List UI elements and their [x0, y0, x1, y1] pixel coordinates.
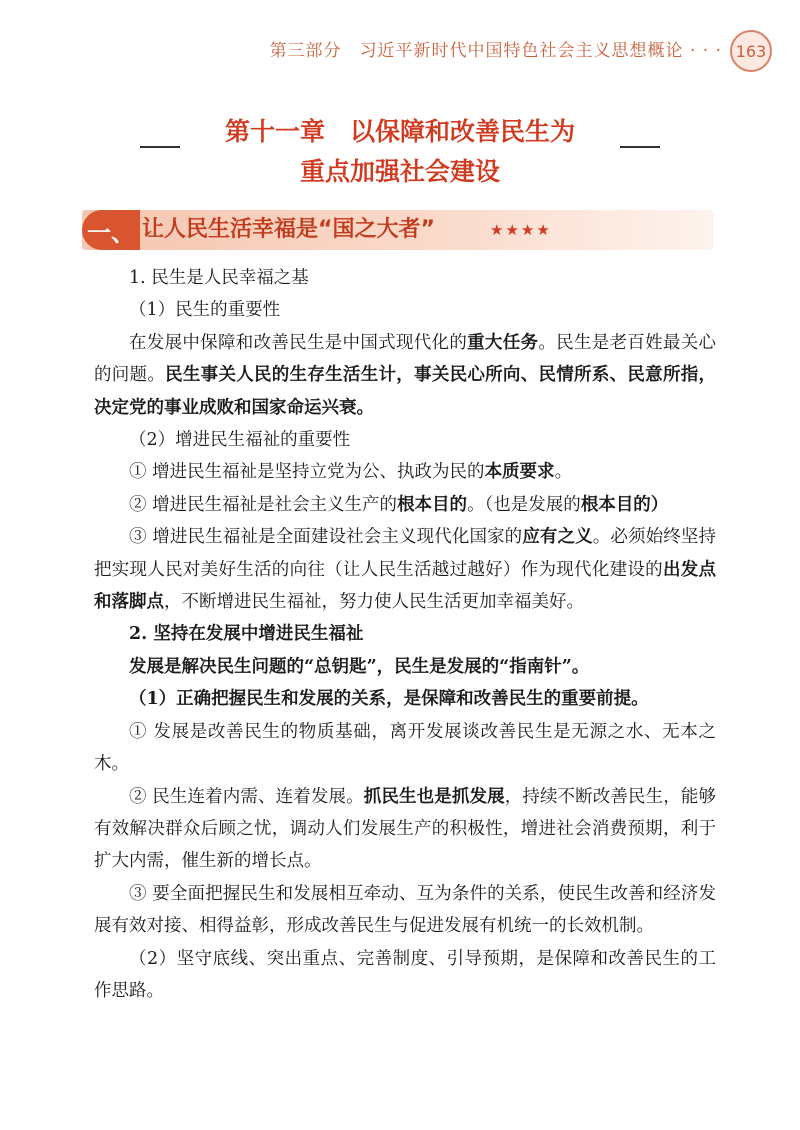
subheading-1-2: （2）增进民生福祉的重要性 [129, 430, 351, 451]
section-title: 让人民生活幸福是“国之大者” [142, 217, 435, 242]
body-text [94, 262, 716, 1007]
list-item-5: ② 民生连着内需、连着发展。抓民生也是抓发展，持续不断改善民生，能够有效解决群众后顾之忧，调动人们发展生产的积极性，增进社会消费预期，利于扩大内需，催生新的增长点。 [94, 786, 717, 872]
subheading-1-1: （1）民生的重要性 [129, 300, 281, 321]
list-item-4: ① 发展是改善民生的物质基础，离开发展谈改善民生是无源之水、无本之木。 [94, 721, 716, 775]
page-header [0, 30, 800, 70]
title-rule-left [140, 146, 180, 148]
list-item-3: ③ 增进民生福祉是全面建设社会主义现代化国家的应有之义。必须始终坚持把实现人民对美好生活的向往（让人民生活越过越好）作为现代化建设的出发点和落脚点，不断增进民生福祉，努力使人民生活更加幸福美好。 [94, 527, 717, 613]
header-dots: · · · [689, 41, 722, 61]
subheading-2-1: （1）正确把握民生和发展的关系，是保障和改善民生的重要前提。 [129, 689, 649, 710]
chapter-title-line2: 重点加强社会建设 [299, 157, 500, 186]
list-item-2: ② 增进民生福祉是社会主义生产的根本目的。（也是发展的根本目的） [129, 494, 669, 515]
part-label: 第三部分 [269, 41, 342, 61]
subheading-2-2: （2）坚守底线、突出重点、完善制度、引导预期，是保障和改善民生的工作思路。 [94, 948, 716, 1001]
heading-1: 1. 民生是人民幸福之基 [129, 268, 309, 288]
chapter-title-line1: 第十一章 以保障和改善民生为 [224, 117, 575, 146]
running-head [270, 36, 722, 61]
page-number: 163 [730, 30, 772, 72]
list-item-6: ③ 要全面把握民生和发展相互牵动、互为条件的关系，使民生改善和经济发展有效对接、相得益彰，形成改善民生与促进发展有机统一的长效机制。 [94, 883, 716, 937]
paragraph-1: 在发展中保障和改善民生是中国式现代化的重大任务。民生是老百姓最关心的问题。民生事关人民的生存生活生计，事关民心所向、民情所系、民意所指，决定党的事业成败和国家命运兴衰。 [94, 332, 717, 418]
heading-2-intro: 发展是解决民生问题的“总钥匙”，民生是发展的“指南针”。 [129, 656, 590, 677]
chapter-title [0, 112, 800, 192]
section-number: 一、 [82, 210, 140, 250]
list-item-1: ① 增进民生福祉是坚持立党为公、执政为民的本质要求。 [129, 462, 573, 483]
book-title: 习近平新时代中国特色社会主义思想概论 [359, 41, 684, 61]
title-rule-right [620, 146, 660, 148]
heading-2: 2. 坚持在发展中增进民生福祉 [129, 624, 364, 645]
importance-stars: ★★★★ [490, 221, 552, 239]
